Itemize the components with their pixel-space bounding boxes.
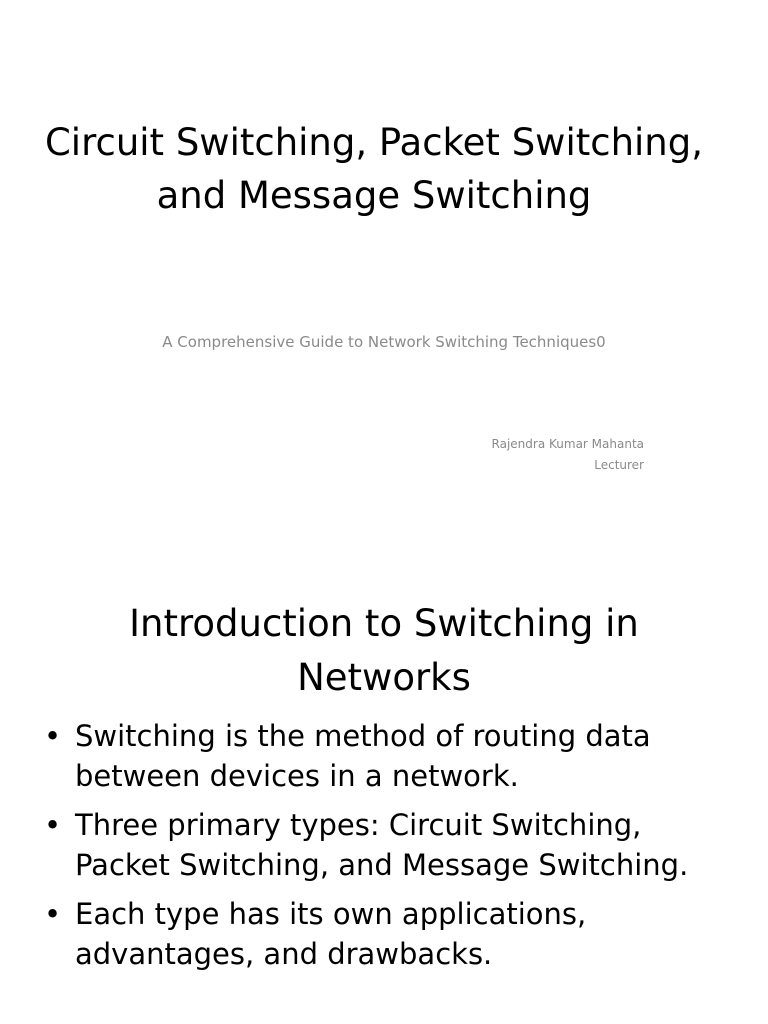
- bullet-list: [44, 716, 724, 983]
- bullet-text: Switching is the method of routing data between devices in a network.: [75, 719, 651, 793]
- list-item: [44, 805, 724, 885]
- bullet-text: Three primary types: Circuit Switching, Packet Switching, and Message Switching.: [75, 808, 689, 882]
- bullet-icon: •: [44, 719, 62, 753]
- list-item: [44, 894, 724, 974]
- bullet-text: Each type has its own applications, advantages, and drawbacks.: [75, 897, 587, 971]
- intro-slide: [0, 576, 768, 1024]
- author-block: [492, 434, 644, 476]
- bullet-icon: •: [44, 897, 62, 931]
- list-item: [44, 716, 724, 796]
- slide-title: Introduction to Switching in Networks: [129, 602, 639, 699]
- slide-subtitle: A Comprehensive Guide to Network Switching Techniques0: [162, 333, 606, 351]
- bullet-icon: •: [44, 808, 62, 842]
- author-role: Lecturer: [594, 458, 644, 472]
- author-name: Rajendra Kumar Mahanta: [491, 437, 644, 451]
- slide-title: Circuit Switching, Packet Switching, and Message Switching: [44, 121, 704, 217]
